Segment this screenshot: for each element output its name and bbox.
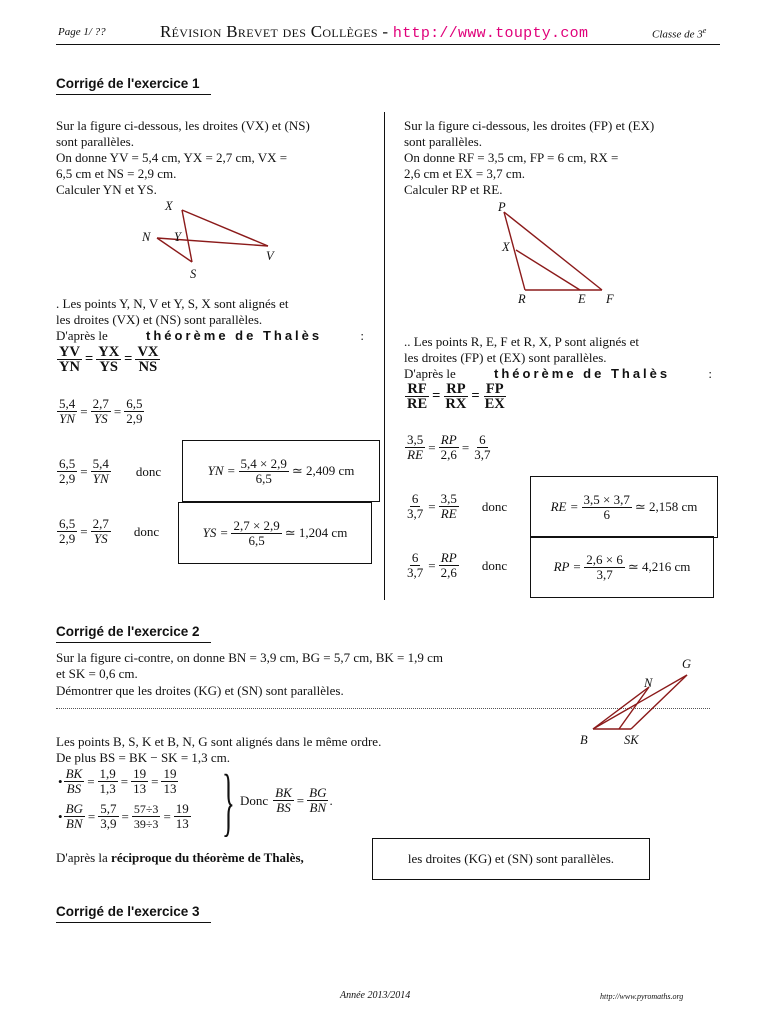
label-R: R (518, 292, 526, 306)
class-sup: e (702, 26, 707, 35)
label-N1: N (142, 230, 151, 244)
ex1-left-p2: les droites (VX) et (NS) sont parallèles. (56, 312, 263, 327)
ex1-right-ratios: $\frac{3,5}{RE}$ = $\frac{RP}{2,6}$ = $\frac{6}{3,7}$ (407, 432, 491, 462)
l1-d3: 13 (133, 781, 147, 796)
ex1-left-result-YN (182, 440, 380, 502)
ex1-right-s3: On donne RF = 3,5 cm, FP = 6 cm, RX = (404, 150, 619, 165)
ex2-s1: Sur la figure ci-contre, on donne BN = 3,9 cm, BG = 5,7 cm, BK = 1,9 cm (56, 650, 444, 665)
label-N2: N (644, 676, 653, 690)
r1-c: 5,4 (92, 456, 109, 471)
page-number: Page 1/ ?? (58, 26, 106, 38)
ex1-right-r2-eq: $\frac{6}{3,7}$ = $\frac{RP}{2,6}$ donc (407, 550, 508, 580)
ex1-left-p3 (56, 328, 364, 344)
label-E: E (578, 292, 586, 306)
r1-b: 2,9 (59, 471, 76, 486)
rr2-d: 2,6 (440, 565, 457, 580)
ex2-p2: De plus BS = BK − SK = 1,3 cm. (56, 750, 231, 765)
concl-b: réciproque du théorème de Thalès, (111, 850, 304, 865)
thales-label-r: théorème de Thalès (494, 366, 671, 381)
rr2-c: RP (440, 550, 457, 565)
l1-n3: 19 (133, 766, 147, 781)
ex1-right-s2: sont parallèles. (404, 134, 482, 149)
rr1-a: 6 (411, 491, 419, 506)
ex1-left-s3: On donne YV = 5,4 cm, YX = 2,7 cm, VX = (56, 150, 288, 165)
title-sep: - (382, 22, 389, 41)
ex1-heading: Corrigé de l'exercice 1 (56, 76, 200, 91)
title-text: Révision Brevet des Collèges (160, 22, 378, 41)
rbf-d2: RX (445, 396, 467, 412)
ex2-line1: • $\frac{BK}{BS}$ = $\frac{1,9}{1,3}$ = $\frac{19}{13}$ = $\frac{19}{13}$ (58, 766, 177, 796)
rr2-b: 3,7 (407, 565, 424, 580)
rr2-donc: donc (481, 557, 508, 573)
ex1-right-s1: Sur la figure ci-dessous, les droites (FP) et (EX) (404, 118, 655, 133)
ex1-right-result-RE (530, 476, 718, 538)
page-title (160, 22, 588, 42)
ex2-s3: Démontrer que les droites (KG) et (SN) sont parallèles. (56, 683, 344, 698)
eq2-d2: YS (93, 411, 108, 426)
ex2-conclusion (56, 850, 304, 866)
ex1-left-bold-ratios: $\frac{YV}{YN}$ = $\frac{YX}{YS}$ = $\frac{VX}{NS}$ (59, 344, 159, 375)
p3c: : (360, 328, 364, 343)
rr1-donc: donc (481, 498, 508, 514)
bf-n1: YV (59, 344, 80, 360)
rr1-c: 3,5 (440, 491, 457, 506)
rp3c: : (708, 366, 712, 381)
eq2-d3: 2,9 (126, 411, 143, 426)
label-SK: SK (624, 733, 639, 747)
rr1-den: 6 (603, 506, 610, 522)
l1-d4: 13 (163, 781, 177, 796)
r2-a: 6,5 (59, 516, 76, 531)
label-F: F (606, 292, 614, 306)
ex1-right-p2: les droites (FP) et (EX) sont parallèles. (404, 350, 607, 365)
req2-n1: 3,5 (407, 432, 424, 447)
rr2-num: 2,6 × 6 (586, 551, 623, 567)
r2-den: 6,5 (248, 532, 265, 548)
l2-d4: 13 (175, 816, 189, 831)
rbf-d1: RE (407, 396, 428, 412)
req2-d3: 3,7 (474, 447, 491, 462)
eq2-n1: 5,4 (59, 396, 76, 411)
l2-n1: BG (65, 801, 83, 816)
ex1-left-s2: sont parallèles. (56, 134, 134, 149)
bf-n3: VX (137, 344, 159, 360)
eq2-n2: 2,7 (92, 396, 109, 411)
r2-lhs: YS = (202, 525, 229, 540)
r1-num: 5,4 × 2,9 (240, 455, 287, 471)
l2-n4: 19 (175, 801, 189, 816)
eq2-n3: 6,5 (126, 396, 143, 411)
l2-d2: 3,9 (100, 816, 117, 831)
r2-donc: donc (133, 523, 160, 539)
ex1-right-s5: Calculer RP et RE. (404, 182, 503, 197)
label-Y1: Y (174, 230, 181, 244)
rr2-lhs: RP = (553, 559, 582, 574)
r2-num: 2,7 × 2,9 (233, 517, 280, 533)
r2-res: ≃ 1,204 cm (284, 525, 348, 540)
p3a: D'après le (56, 328, 108, 343)
ex2-donc: Donc $\frac{BK}{BS}$ = $\frac{BG}{BN}$ . (240, 785, 333, 815)
l2-d3: 39÷3 (133, 817, 159, 831)
eq2-d1: YN (59, 411, 76, 426)
ex1-right-bold-ratios: $\frac{RF}{RE}$ = $\frac{RP}{RX}$ = $\frac{FP}{EX}$ (407, 381, 505, 412)
l1-n4: 19 (163, 766, 177, 781)
rr1-num: 3,5 × 3,7 (583, 491, 630, 507)
ex2-line2: • $\frac{BG}{BN}$ = $\frac{5,7}{3,9}$ = $\frac{57\div 3}{39\div 3}$ = $\frac{19}{13}$ (58, 801, 189, 831)
req2-d2: 2,6 (440, 447, 457, 462)
l1-n1: BK (65, 766, 83, 781)
ex2-heading: Corrigé de l'exercice 2 (56, 624, 200, 639)
r2-c: 2,7 (92, 516, 109, 531)
r1-den: 6,5 (255, 470, 272, 486)
ex1-left-r2-eq: $\frac{6,5}{2,9}$ = $\frac{2,7}{YS}$ donc (59, 516, 160, 546)
label-G: G (682, 657, 692, 671)
ex1-right-s4: 2,6 cm et EX = 3,7 cm. (404, 166, 526, 181)
rr2-res: ≃ 4,216 cm (627, 559, 691, 574)
ex1-right-p3 (404, 366, 712, 382)
thales-label: théorème de Thalès (146, 328, 323, 343)
ex1-left-s5: Calculer YN et YS. (56, 182, 157, 197)
label-V1: V (266, 249, 274, 263)
r2-b: 2,9 (59, 531, 76, 546)
label-B: B (580, 733, 588, 747)
label-S1: S (190, 267, 197, 281)
ex1-left-r1-eq: $\frac{6,5}{2,9}$ = $\frac{5,4}{YN}$ donc (59, 456, 162, 486)
ex1-right-r1-eq: $\frac{6}{3,7}$ = $\frac{3,5}{RE}$ donc (407, 491, 508, 521)
footer-site[interactable]: http://www.pyromaths.org (600, 992, 684, 1001)
r1-res: ≃ 2,409 cm (291, 463, 355, 478)
line-BN (593, 687, 649, 729)
req2-n2: RP (440, 432, 457, 447)
bf-d1: YN (59, 359, 80, 375)
rr2-a: 6 (411, 550, 419, 565)
l2-n2: 5,7 (100, 801, 117, 816)
site-link[interactable]: http://www.toupty.com (392, 25, 589, 42)
rr2-den: 3,7 (596, 566, 613, 582)
line-XS (182, 210, 192, 262)
label-X2: X (502, 240, 510, 254)
dfrac-n1: BK (275, 785, 292, 800)
l1-d2: 1,3 (99, 781, 116, 796)
r2-d: YS (93, 531, 108, 546)
rr1-res: ≃ 2,158 cm (634, 499, 698, 514)
class-label (652, 26, 706, 41)
bf-d2: YS (99, 359, 118, 375)
dfrac-d2: BN (309, 800, 327, 815)
line-XE (516, 250, 580, 290)
ex1-right-p1: .. Les points R, E, F et R, X, P sont alignés et (404, 334, 639, 349)
dfrac-n2: BG (309, 785, 327, 800)
class-text: Classe de 3 (652, 28, 703, 41)
bf-d3: NS (138, 359, 158, 375)
ex1-left-s4: 6,5 cm et NS = 2,9 cm. (56, 166, 177, 181)
ex2-conclusion-box: les droites (KG) et (SN) sont parallèles. (372, 838, 650, 880)
ex1-right-result-RP (530, 536, 714, 598)
rr1-lhs: RE = (550, 499, 579, 514)
ex2-heading-rule (56, 642, 211, 643)
rbf-n3: FP (485, 381, 504, 397)
l2-d1: BN (65, 816, 83, 831)
r1-d: YN (92, 471, 109, 486)
ex3-heading-rule (56, 922, 211, 923)
rr1-d: RE (440, 506, 457, 521)
rr1-b: 3,7 (407, 506, 424, 521)
label-P: P (498, 200, 506, 214)
ex1-left-p1: . Les points Y, N, V et Y, S, X sont alignés et (56, 296, 289, 311)
ex1-heading-rule (56, 94, 211, 95)
r1-lhs: YN = (207, 463, 236, 478)
req2-n3: 6 (479, 432, 486, 447)
r1-donc: donc (135, 463, 162, 479)
ex2-brace: } (222, 760, 235, 844)
ex2-donc-label: Donc (240, 792, 269, 808)
label-X1: X (165, 199, 173, 213)
ex1-left-s1: Sur la figure ci-dessous, les droites (VX) et (NS) (56, 118, 310, 133)
ex3-heading: Corrigé de l'exercice 3 (56, 904, 200, 919)
footer-year: Année 2013/2014 (340, 990, 411, 1001)
ex1-left-figure (140, 198, 290, 288)
rbf-n2: RP (446, 381, 466, 397)
rbf-n1: RF (407, 381, 427, 397)
r1-a: 6,5 (59, 456, 76, 471)
ex2-s2: et SK = 0,6 cm. (56, 666, 138, 681)
line-SN (619, 687, 649, 729)
column-divider (384, 112, 385, 600)
l1-d1: BS (66, 781, 82, 796)
ex1-left-ratios: $\frac{5,4}{YN}$ = $\frac{2,7}{YS}$ = $\frac{6,5}{2,9}$ (59, 396, 143, 426)
l2-n3: 57÷3 (133, 802, 159, 816)
ex1-left-result-YS (178, 502, 372, 564)
l1-n2: 1,9 (99, 766, 116, 781)
bf-n2: YX (98, 344, 120, 360)
rbf-d3: EX (484, 396, 505, 412)
concl-a: D'après la (56, 850, 108, 865)
ex2-p1: Les points B, S, K et B, N, G sont alignés dans le même ordre. (56, 734, 382, 749)
dfrac-d1: BS (276, 800, 291, 815)
rp3a: D'après le (404, 366, 456, 381)
req2-d1: RE (407, 447, 424, 462)
header-rule (56, 44, 720, 45)
